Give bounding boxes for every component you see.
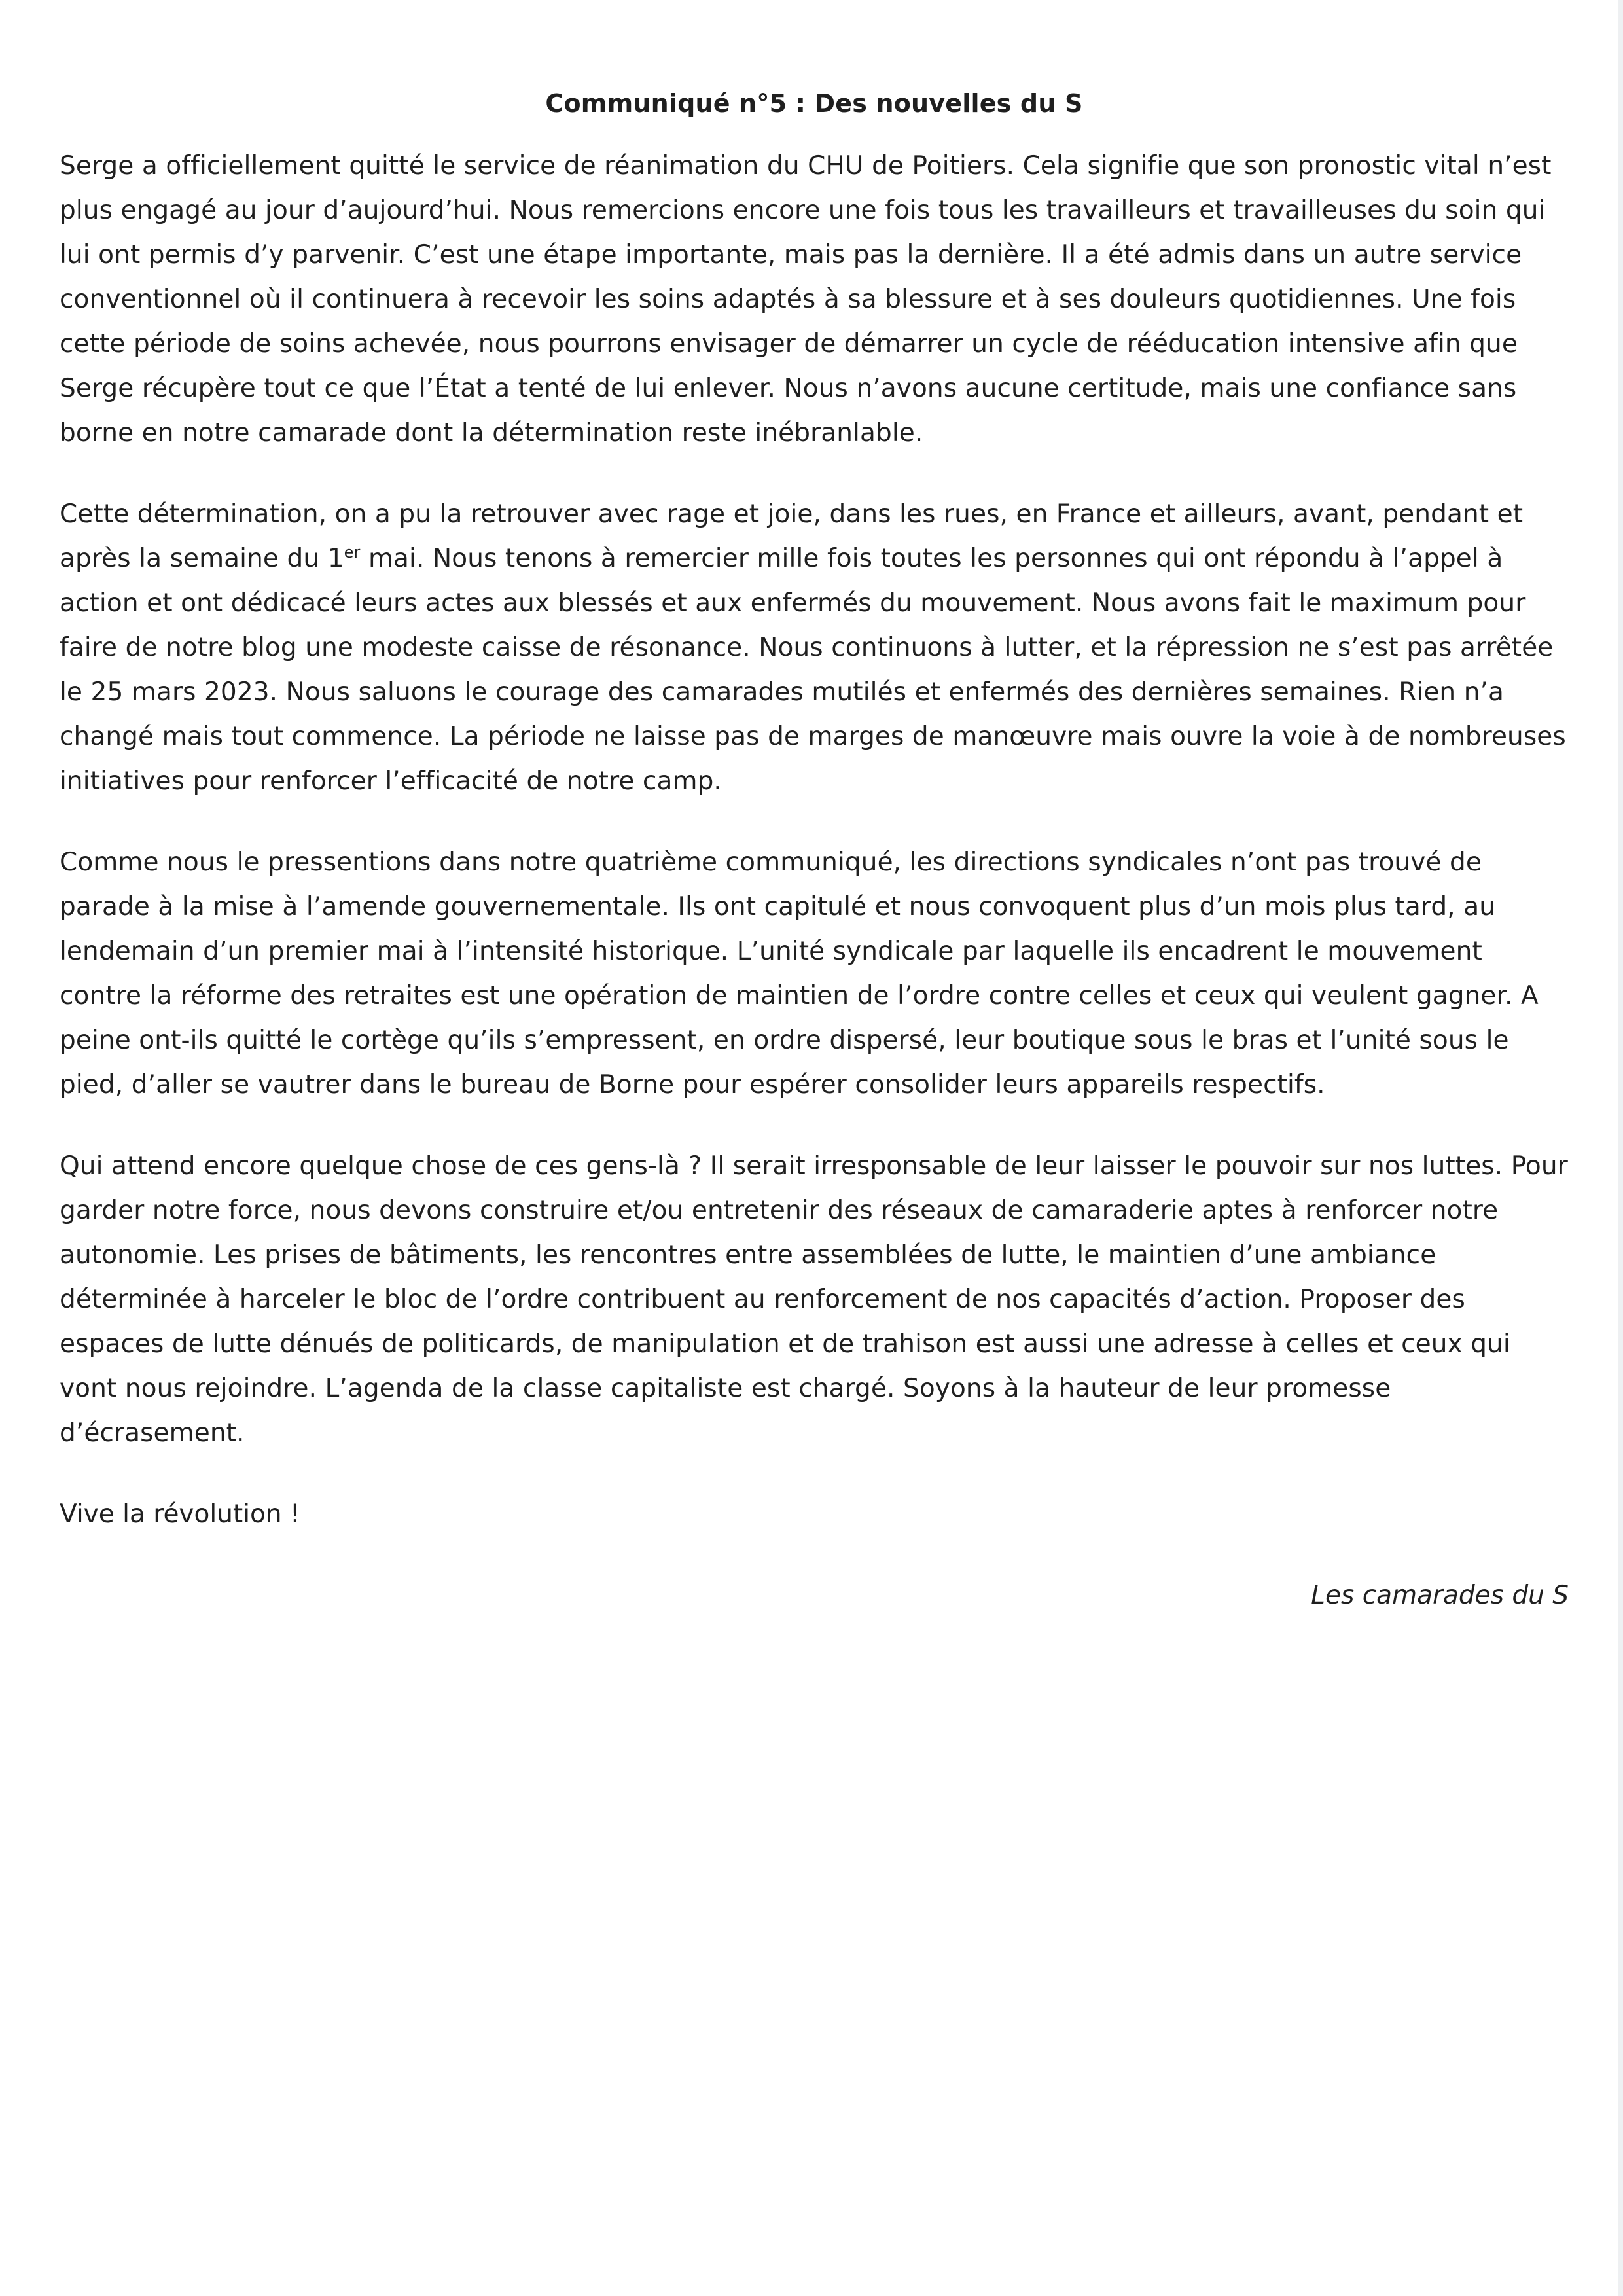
closing-line: Vive la révolution !: [60, 1499, 300, 1529]
paragraph-2-text-end: mai. Nous tenons à remercier mille fois toutes les personnes qui ont répondu à l’appel à action et ont dédicacé leurs actes aux blessés et aux enfermés du mouvement. Nous avons fait le maximum pour faire de notre blog une modeste caisse de résonance. Nous continuons à lutter, et la répression ne s’est pas arrêtée le 25 mars 2023. Nous saluons le courage des camarades mutilés et enfermés des dernières semaines. Rien n’a changé mais tout commence. La période ne laisse pas de marges de manœuvre mais ouvre la voie à de nombreuses initiatives pour renforcer l’efficacité de notre camp.: [60, 544, 1566, 796]
paragraph-2-text-start: Cette détermination, on a pu la retrouver avec rage et joie, dans les rues, en France et ailleurs, avant, pendant et après la semaine du 1: [60, 499, 1524, 573]
paragraph-2: [60, 492, 1569, 804]
document-title: Communiqué n°5 : Des nouvelles du S: [545, 89, 1083, 118]
paragraph-3: Comme nous le pressentions dans notre quatrième communiqué, les directions syndicales n’ont pas trouvé de parade à la mise à l’amende gouvernementale. Ils ont capitulé et nous convoquent plus d’un mois plus tard, au lendemain d’un premier mai à l’intensité historique. L’unité syndicale par laquelle ils encadrent le mouvement contre la réforme des retraites est une opération de maintien de l’ordre contre celles et ceux qui veulent gagner. A peine ont-ils quitté le cortège qu’ils s’empressent, en ordre dispersé, leur boutique sous le bras et l’unité sous le pied, d’aller se vautrer dans le bureau de Borne pour espérer consolider leurs appareils respectifs.: [60, 848, 1539, 1100]
page-edge-rule: [1618, 0, 1623, 2296]
paragraph-4: Qui attend encore quelque chose de ces gens-là ? Il serait irresponsable de leur laisser le pouvoir sur nos luttes. Pour garder notre force, nous devons construire et/ou entretenir des réseaux de camaraderie aptes à renforcer notre autonomie. Les prises de bâtiments, les rencontres entre assemblées de lutte, le maintien d’une ambiance déterminée à harceler le bloc de l’ordre contribuent au renforcement de nos capacités d’action. Proposer des espaces de lutte dénués de politicards, de manipulation et de trahison est aussi une adresse à celles et ceux qui vont nous rejoindre. L’agenda de la classe capitaliste est chargé. Soyons à la hauteur de leur promesse d’écrasement.: [60, 1151, 1568, 1448]
signature: Les camarades du S: [1311, 1581, 1569, 1610]
document-body: [60, 77, 1569, 1618]
paragraph-1: Serge a officiellement quitté le service de réanimation du CHU de Poitiers. Cela signifie que son pronostic vital n’est plus engagé au jour d’aujourd’hui. Nous remercions encore une fois tous les travailleurs et travailleuses du soin qui lui ont permis d’y parvenir. C’est une étape importante, mais pas la dernière. Il a été admis dans un autre service conventionnel où il continuera à recevoir les soins adaptés à sa blessure et à ses douleurs quotidiennes. Une fois cette période de soins achevée, nous pourrons envisager de démarrer un cycle de rééducation intensive afin que Serge récupère tout ce que l’État a tenté de lui enlever. Nous n’avons aucune certitude, mais une confiance sans borne en notre camarade dont la détermination reste inébranlable.: [60, 151, 1552, 448]
ordinal-superscript: er: [344, 543, 361, 562]
